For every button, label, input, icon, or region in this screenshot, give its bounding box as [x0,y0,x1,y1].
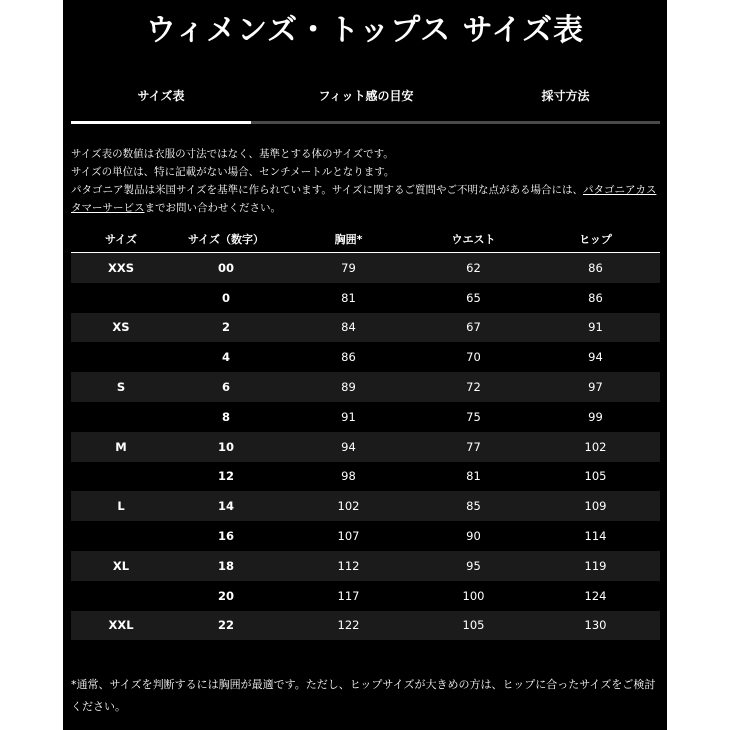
cell-hip: 114 [531,521,660,551]
header-size-number: サイズ（数字） [171,226,281,253]
cell-hip: 124 [531,581,660,611]
cell-hip: 109 [531,491,660,521]
cell-bust: 86 [281,342,416,372]
cell-bust: 89 [281,372,416,402]
table-row [71,521,660,551]
cell-bust: 94 [281,432,416,462]
cell-size-number: 2 [171,313,281,343]
cell-hip: 130 [531,611,660,641]
size-table [71,226,660,640]
table-row [71,283,660,313]
table-row [71,402,660,432]
cell-bust: 102 [281,491,416,521]
table-row [71,462,660,492]
table-row [71,551,660,581]
cell-hip: 105 [531,462,660,492]
header-bust: 胸囲* [281,226,416,253]
cell-size [71,581,171,611]
cell-size-number: 16 [171,521,281,551]
cell-size: XL [71,551,171,581]
cell-bust: 84 [281,313,416,343]
table-row [71,491,660,521]
cell-size: M [71,432,171,462]
footnote: *通常、サイズを判断するには胸囲が最適です。ただし、ヒップサイズが大きめの方は、ヒップに合ったサイズをご検討ください。 [71,678,656,713]
cell-waist: 81 [416,462,531,492]
cell-size [71,402,171,432]
cell-waist: 65 [416,283,531,313]
table-header-row [71,226,660,253]
cell-bust: 107 [281,521,416,551]
cell-size: XXL [71,611,171,641]
table-row [71,581,660,611]
cell-size-number: 20 [171,581,281,611]
cell-waist: 95 [416,551,531,581]
cell-waist: 75 [416,402,531,432]
note-body-size: サイズ表の数値は衣服の寸法ではなく、基準とする体のサイズです。 [71,148,394,160]
cell-size: XXS [71,253,171,283]
cell-waist: 105 [416,611,531,641]
customer-service-link[interactable]: パタゴニアカスタマーサービス [71,184,657,214]
table-row [71,611,660,641]
cell-size-number: 6 [171,372,281,402]
cell-size-number: 4 [171,342,281,372]
tab-active-indicator [71,121,251,124]
header-hip: ヒップ [531,226,660,253]
table-row [71,372,660,402]
cell-size-number: 12 [171,462,281,492]
cell-hip: 94 [531,342,660,372]
cell-waist: 72 [416,372,531,402]
size-chart-panel [63,0,667,730]
tab-how-to-measure[interactable]: 採寸方法 [541,89,590,103]
cell-hip: 102 [531,432,660,462]
cell-waist: 62 [416,253,531,283]
cell-hip: 97 [531,372,660,402]
cell-hip: 86 [531,283,660,313]
cell-size-number: 8 [171,402,281,432]
cell-waist: 90 [416,521,531,551]
cell-size [71,342,171,372]
note-units: サイズの単位は、特に記載がない場合、センチメートルとなります。 [71,166,395,178]
cell-waist: 85 [416,491,531,521]
size-notes [71,145,661,217]
cell-bust: 112 [281,551,416,581]
cell-hip: 86 [531,253,660,283]
tab-size-chart[interactable]: サイズ表 [137,89,185,103]
cell-hip: 91 [531,313,660,343]
cell-size-number: 10 [171,432,281,462]
cell-waist: 67 [416,313,531,343]
cell-size-number: 00 [171,253,281,283]
cell-size: L [71,491,171,521]
table-row [71,432,660,462]
cell-waist: 77 [416,432,531,462]
cell-bust: 122 [281,611,416,641]
cell-size-number: 22 [171,611,281,641]
cell-hip: 119 [531,551,660,581]
cell-waist: 100 [416,581,531,611]
table-row [71,342,660,372]
cell-size: S [71,372,171,402]
tab-fit-guide[interactable]: フィット感の目安 [318,89,414,103]
note-us-sizing-text: パタゴニア製品は米国サイズを基準に作られています。サイズに関するご質問やご不明な点がある場合には、 [71,184,583,196]
tab-bar [71,86,660,126]
cell-size-number: 14 [171,491,281,521]
cell-waist: 70 [416,342,531,372]
cell-bust: 117 [281,581,416,611]
table-row [71,253,660,283]
cell-size [71,521,171,551]
cell-size-number: 0 [171,283,281,313]
cell-bust: 98 [281,462,416,492]
cell-size-number: 18 [171,551,281,581]
cell-bust: 81 [281,283,416,313]
page-title: ウィメンズ・トップス サイズ表 [145,13,585,48]
note-contact-text: までお問い合わせください。 [144,202,281,214]
cell-size [71,283,171,313]
table-row [71,313,660,343]
header-size: サイズ [71,226,171,253]
cell-size [71,462,171,492]
header-waist: ウエスト [416,226,531,253]
cell-bust: 79 [281,253,416,283]
cell-bust: 91 [281,402,416,432]
note-us-sizing [71,181,661,217]
cell-size: XS [71,313,171,343]
cell-hip: 99 [531,402,660,432]
